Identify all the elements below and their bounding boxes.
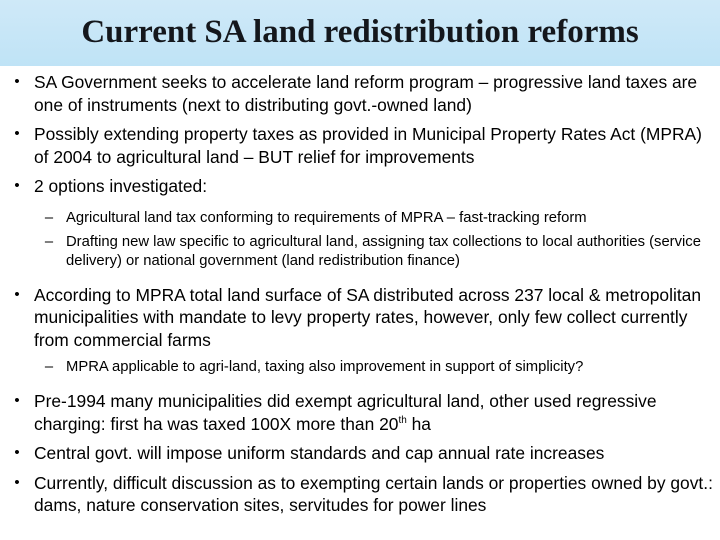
slide-body xyxy=(0,67,720,524)
bullet-dot: • xyxy=(14,125,20,142)
bullet-item xyxy=(0,442,720,465)
bullet-item xyxy=(0,71,720,116)
sub-bullet-dash: – xyxy=(44,233,54,250)
bullet-text: 2 options investigated: xyxy=(34,176,208,196)
sub-bullet-dash: – xyxy=(44,209,54,226)
bullet-text: SA Government seeks to accelerate land reform program – progressive land taxes are one of instruments (next to distributing govt.-owned land) xyxy=(34,72,698,115)
bullet-dot: • xyxy=(14,177,20,194)
bullet-dot: • xyxy=(14,392,20,409)
bullet-dot: • xyxy=(14,285,20,303)
pre1994-tail: ha xyxy=(406,413,431,434)
bullet-text: According to MPRA total land surface of SA distributed across 237 local & metropolitan municipalities with mandate to levy property rates, however, only few collect currently from commercial farms xyxy=(34,284,701,350)
sub-bullet-item xyxy=(0,358,720,377)
bullet-text: Central govt. will impose uniform standards and cap annual rate increases xyxy=(34,443,605,463)
sub-bullet-dash: – xyxy=(44,359,54,375)
bullet-item xyxy=(0,472,720,517)
bullet-item xyxy=(0,390,720,435)
bullet-text xyxy=(34,391,657,434)
sub-bullet-item xyxy=(0,233,720,271)
pre1994-text: Pre-1994 many municipalities did exempt agricultural land, other used regressive charging: first ha was taxed 100X more than 20 xyxy=(34,391,657,434)
bullet-dot: • xyxy=(14,73,20,90)
bullet-dot: • xyxy=(14,444,20,461)
slide-title: Current SA land redistribution reforms xyxy=(81,14,639,50)
sub-bullet-text: Drafting new law specific to agricultural land, assigning tax collections to local authorities (service delivery) or national government (land redistribution finance) xyxy=(66,233,701,269)
bullet-item xyxy=(0,175,720,198)
ordinal-suffix: th xyxy=(398,414,407,426)
sub-bullet-item xyxy=(0,209,720,228)
bullet-item xyxy=(0,123,720,168)
bullet-item xyxy=(0,284,720,352)
bullet-text: Possibly extending property taxes as provided in Municipal Property Rates Act (MPRA) of 2004 to agricultural land – BUT relief for improvements xyxy=(34,124,702,167)
sub-bullet-text: Agricultural land tax conforming to requirements of MPRA – fast-tracking reform xyxy=(66,209,587,226)
bullet-text: Currently, difficult discussion as to exempting certain lands or properties owned by govt.: dams, nature conservation sites, servitudes for power lines xyxy=(34,472,713,515)
sub-bullet-text: MPRA applicable to agri-land, taxing also improvement in support of simplicity? xyxy=(66,359,584,375)
bullet-dot: • xyxy=(14,473,20,491)
